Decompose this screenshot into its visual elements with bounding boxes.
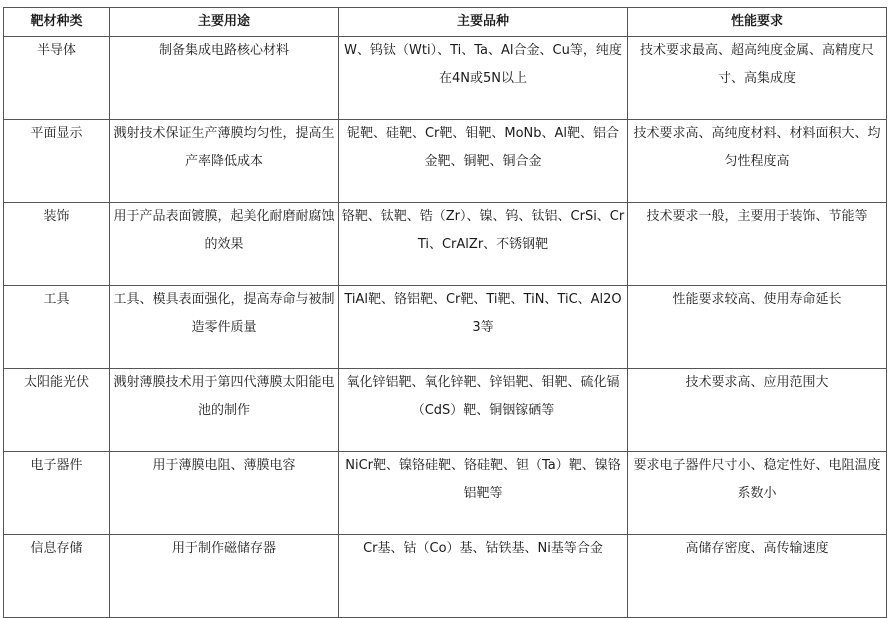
cell-varieties: 铌靶、硅靶、Cr靶、钼靶、MoNb、Al靶、铝合金靶、铜靶、铜合金 — [339, 120, 628, 203]
table-row — [4, 535, 887, 618]
cell-type: 半导体 — [4, 37, 110, 120]
table-row — [4, 452, 887, 535]
cell-varieties: NiCr靶、镍铬硅靶、铬硅靶、钽（Ta）靶、镍铬铝靶等 — [339, 452, 628, 535]
cell-requirements: 技术要求一般，主要用于装饰、节能等 — [628, 203, 887, 286]
table-row — [4, 203, 887, 286]
cell-varieties: W、钨钛（Wti）、Ti、Ta、Al合金、Cu等，纯度在4N或5N以上 — [339, 37, 628, 120]
cell-usage: 用于产品表面镀膜，起美化耐磨耐腐蚀的效果 — [110, 203, 339, 286]
cell-type: 平面显示 — [4, 120, 110, 203]
header-usage: 主要用途 — [110, 8, 339, 37]
cell-usage: 用于制作磁储存器 — [110, 535, 339, 618]
cell-varieties: TiAl靶、铬铝靶、Cr靶、Ti靶、TiN、TiC、Al2O3等 — [339, 286, 628, 369]
header-requirements: 性能要求 — [628, 8, 887, 37]
cell-usage: 制备集成电路核心材料 — [110, 37, 339, 120]
cell-requirements: 技术要求高、高纯度材料、材料面积大、均匀性程度高 — [628, 120, 887, 203]
table-row — [4, 37, 887, 120]
table-row — [4, 369, 887, 452]
cell-usage: 溅射技术保证生产薄膜均匀性，提高生产率降低成本 — [110, 120, 339, 203]
table-row — [4, 286, 887, 369]
cell-varieties: 氧化锌铝靶、氧化锌靶、锌铝靶、钼靶、硫化镉（CdS）靶、铜铟镓硒等 — [339, 369, 628, 452]
cell-type: 电子器件 — [4, 452, 110, 535]
header-row — [4, 8, 887, 37]
cell-usage: 溅射薄膜技术用于第四代薄膜太阳能电池的制作 — [110, 369, 339, 452]
header-varieties: 主要品种 — [339, 8, 628, 37]
cell-varieties: 铬靶、钛靶、锆（Zr）、镍、钨、钛铝、CrSi、CrTi、CrAlZr、不锈钢靶 — [339, 203, 628, 286]
cell-type: 信息存储 — [4, 535, 110, 618]
header-type: 靶材种类 — [4, 8, 110, 37]
cell-requirements: 高储存密度、高传输速度 — [628, 535, 887, 618]
cell-usage: 工具、模具表面强化，提高寿命与被制造零件质量 — [110, 286, 339, 369]
table-row — [4, 120, 887, 203]
cell-requirements: 技术要求最高、超高纯度金属、高精度尺寸、高集成度 — [628, 37, 887, 120]
cell-type: 装饰 — [4, 203, 110, 286]
cell-type: 太阳能光伏 — [4, 369, 110, 452]
cell-type: 工具 — [4, 286, 110, 369]
cell-varieties: Cr基、钴（Co）基、钴铁基、Ni基等合金 — [339, 535, 628, 618]
cell-requirements: 技术要求高、应用范围大 — [628, 369, 887, 452]
cell-usage: 用于薄膜电阻、薄膜电容 — [110, 452, 339, 535]
target-material-table — [3, 7, 887, 618]
cell-requirements: 要求电子器件尺寸小、稳定性好、电阻温度系数小 — [628, 452, 887, 535]
cell-requirements: 性能要求较高、使用寿命延长 — [628, 286, 887, 369]
